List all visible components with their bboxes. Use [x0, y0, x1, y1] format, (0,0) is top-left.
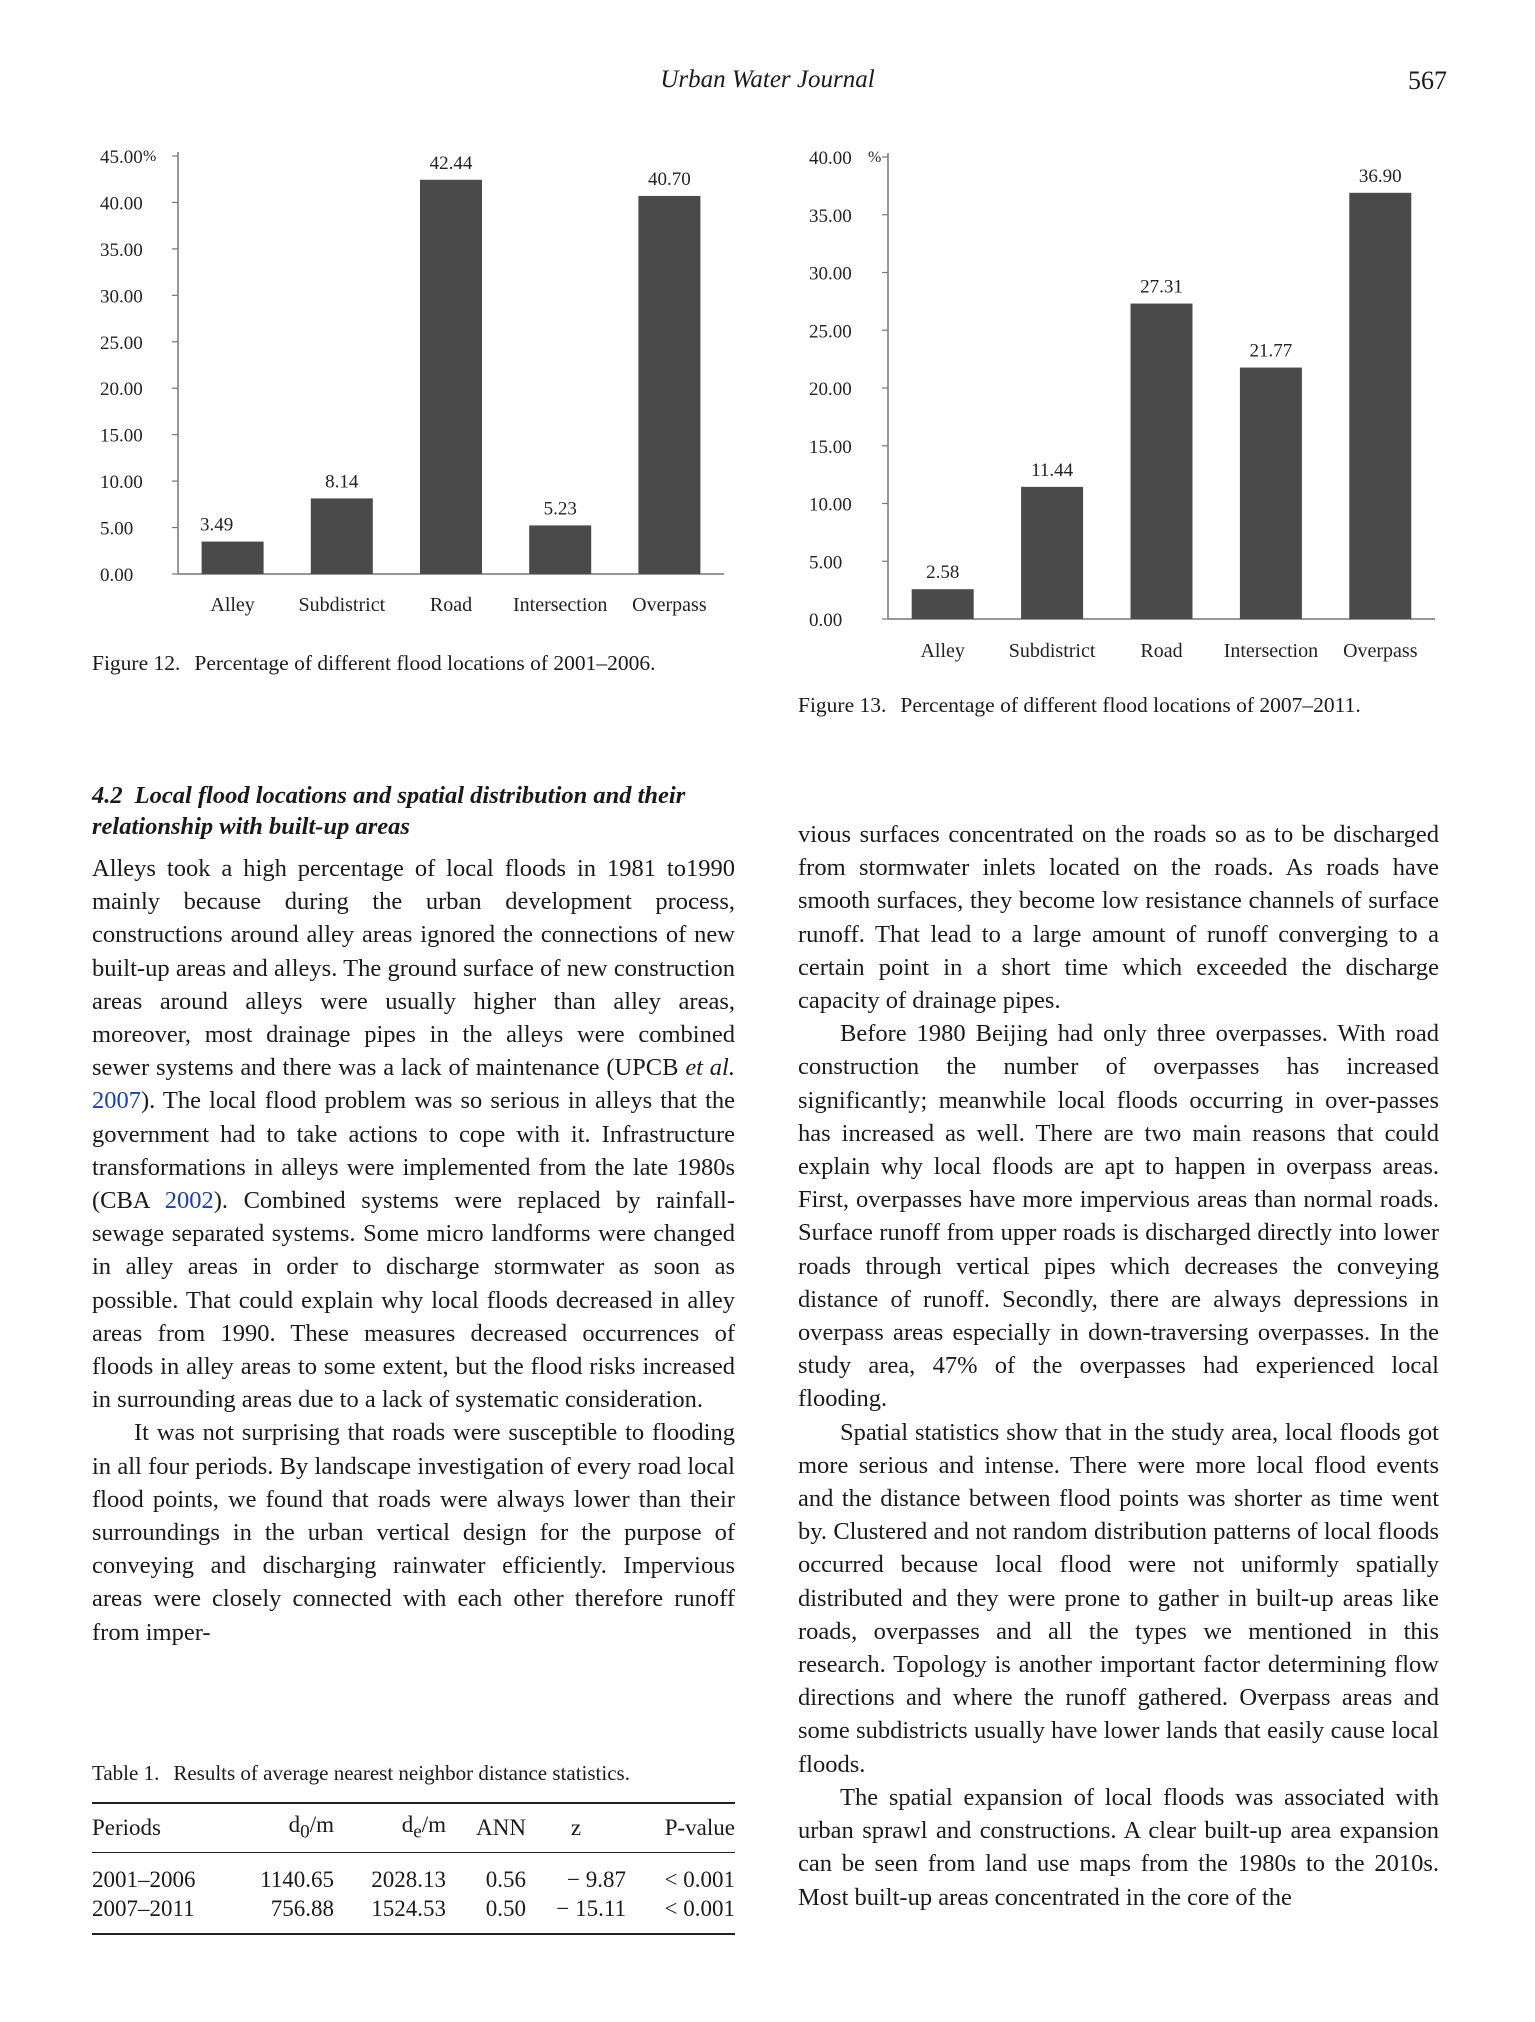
chart-bar — [420, 180, 482, 574]
x-category-label: Overpass — [1343, 640, 1418, 662]
header-de — [334, 1803, 446, 1853]
y-tick-label: 25.00 — [809, 321, 852, 343]
running-head-journal: Urban Water Journal — [660, 66, 875, 93]
left-p1-text-b: ). The local flood problem was so serious in alleys that the government had to take actions to cope with it. Infrastructure transformations in alleys were implemented from the late 1980s (CBA — [92, 1087, 735, 1215]
citation-cba-2002[interactable]: 2002 — [164, 1187, 214, 1215]
figure-12-bar-chart — [90, 140, 730, 630]
header-de-sub: e — [413, 1821, 422, 1843]
cell-p-value: < 0.001 — [664, 1895, 735, 1921]
section-title: Local flood locations and spatial distribution and their relationship with built-up areas — [92, 782, 686, 840]
y-tick-label: 10.00 — [100, 472, 143, 494]
y-tick-label: 40.00 — [100, 193, 143, 215]
table-header-row — [92, 1803, 735, 1853]
left-p1-text-a: Alleys took a high percentage of local floods in 1981 to1990 mainly because during the urban development process, constructions around alley areas ignored the connections of new built-up areas and alleys. The ground surface of new construction areas around alleys were usually higher than alley areas, moreover, most drainage pipes in the alleys were combined sewer systems and there was a lack of maintenance (UPCB — [92, 855, 735, 1082]
right-paragraph-2: Before 1980 Beijing had only three overpasses. With road construction the number of overpasses has increased significantly; meanwhile local floods occurring in over-passes has increased as well. There are two main reasons that could explain why local floods are apt to happen in overpass areas. First, overpasses have more impervious areas than normal roads. Surface runoff from upper roads is discharged directly into lower roads through vertical pipes which decreases the conveying distance of runoff. Secondly, there are always depressions in overpass areas especially in down-traversing overpasses. In the study area, 47% of the overpasses had experienced local flooding. — [798, 1020, 1439, 1413]
chart-bar — [1021, 487, 1083, 619]
cell-ann: 0.50 — [485, 1895, 526, 1921]
chart-bar — [912, 589, 974, 619]
bar-data-label: 27.31 — [1140, 276, 1183, 298]
right-column — [798, 818, 1439, 1914]
section-number: 4.2 — [92, 782, 123, 809]
y-tick-label: 15.00 — [100, 425, 143, 447]
y-tick-label: 10.00 — [809, 494, 852, 516]
chart-bar — [1240, 368, 1302, 619]
y-tick-label: 20.00 — [809, 379, 852, 400]
table-1-title: Results of average nearest neighbor distance statistics. — [173, 1761, 630, 1785]
right-paragraph-3: Spatial statistics show that in the study area, local floods got more serious and intense. There were more local flood events and the distance between flood points was shorter as time went by. Clustered and not random distribution patterns of local floods occurred because local flood were not uniformly spatially distributed and they were prone to gather in built-up areas like roads, overpasses and all the types we mentioned in this research. Topology is another important factor determining flow directions and where the runoff gathered. Overpass areas and some subdistricts usually have lower lands that easily cause local floods. — [798, 1418, 1439, 1778]
bar-data-label: 36.90 — [1358, 165, 1402, 187]
y-unit-label: % — [868, 149, 882, 166]
right-paragraph-1: vious surfaces concentrated on the roads so as to be discharged from stormwater inlets located on the roads. As roads have smooth surfaces, they become low resistance channels of surface runoff. That lead to a large amount of runoff converging to a certain point in a short time which exceeded the discharge capacity of drainage pipes. — [798, 821, 1439, 1015]
section-heading — [92, 780, 735, 842]
bar-data-label: 40.70 — [648, 168, 691, 190]
x-category-label: Road — [1140, 640, 1183, 662]
chart-bar — [202, 542, 264, 574]
right-paragraph-4: The spatial expansion of local floods was associated with urban sprawl and constructions. A clear built-up area expansion can be seen from land use maps from the 1980s to the 2010s. Most built-up areas concentrated in the core of the — [798, 1783, 1439, 1911]
y-tick-label: 35.00 — [100, 239, 143, 261]
header-d0-main: d — [288, 1812, 301, 1838]
cell-period: 2007–2011 — [92, 1895, 195, 1921]
header-z: z — [570, 1815, 582, 1840]
bar-data-label: 3.49 — [199, 514, 234, 536]
y-tick-label: 5.00 — [809, 552, 843, 574]
header-d0-unit: /m — [309, 1812, 334, 1838]
x-category-label: Road — [429, 594, 473, 616]
x-category-label: Alley — [920, 640, 965, 662]
y-tick-label: 0.00 — [100, 565, 134, 586]
x-category-label: Overpass — [632, 594, 707, 616]
cell-ann: 0.56 — [485, 1866, 526, 1892]
header-d0 — [222, 1803, 334, 1853]
cell-z: − 15.11 — [556, 1895, 626, 1921]
header-de-main: d — [401, 1812, 414, 1838]
chart-bar — [529, 525, 591, 574]
figure-13-caption — [798, 692, 1438, 718]
left-p1-etal: et al. — [685, 1054, 735, 1082]
figure-12-caption — [92, 650, 732, 676]
table-row — [92, 1853, 735, 1895]
figure-13-bar-chart — [795, 140, 1455, 670]
figure-13-label: Figure 13. — [798, 693, 887, 717]
header-p-value: P-value — [664, 1815, 735, 1840]
bar-data-label: 5.23 — [543, 498, 577, 520]
figure-12-chart — [90, 140, 730, 630]
cell-d0: 1140.65 — [260, 1866, 334, 1892]
nearest-neighbor-table — [92, 1802, 735, 1935]
x-category-label: Subdistrict — [1008, 640, 1096, 662]
y-tick-label: 25.00 — [100, 332, 143, 354]
table-1-label: Table 1. — [92, 1761, 160, 1785]
y-tick-label: 20.00 — [100, 379, 143, 401]
cell-z: − 9.87 — [567, 1866, 626, 1892]
y-tick-label: 5.00 — [100, 518, 134, 540]
cell-d0: 756.88 — [270, 1895, 334, 1921]
bar-data-label: 11.44 — [1031, 459, 1074, 481]
figure-13-chart — [795, 140, 1455, 670]
header-ann: ANN — [476, 1815, 526, 1840]
header-periods: Periods — [92, 1815, 161, 1840]
x-category-label: Intersection — [512, 594, 608, 616]
y-tick-label: 30.00 — [100, 286, 143, 308]
x-category-label: Intersection — [1223, 640, 1319, 662]
x-category-label: Alley — [210, 594, 255, 616]
bar-data-label: 42.44 — [429, 152, 473, 174]
cell-period: 2001–2006 — [92, 1866, 196, 1892]
bar-data-label: 8.14 — [325, 471, 359, 493]
figure-12-label: Figure 12. — [92, 651, 181, 675]
cell-p-value: < 0.001 — [664, 1866, 735, 1892]
y-tick-label: 45.00 — [100, 147, 143, 168]
cell-de: 2028.13 — [371, 1866, 446, 1892]
citation-upcb-2007[interactable]: 2007 — [92, 1087, 141, 1115]
figure-13-text: Percentage of different flood locations of 2007–2011. — [900, 693, 1361, 717]
y-tick-label: 40.00 — [809, 148, 852, 169]
left-paragraph-1 — [92, 852, 735, 1416]
left-p1-text-c: ). Combined systems were replaced by rainfall-sewage separated systems. Some micro landforms were changed in alley areas in order to discharge stormwater as soon as possible. That could explain why local floods decreased in alley areas from 1990. These measures decreased occurrences of floods in alley areas to some extent, but the flood risks increased in surrounding areas due to a lack of systematic consideration. — [92, 1187, 735, 1414]
y-tick-label: 0.00 — [809, 610, 843, 631]
page-number: 567 — [1408, 66, 1447, 95]
figure-12-text: Percentage of different flood locations of 2001–2006. — [194, 651, 656, 675]
header-de-unit: /m — [421, 1812, 446, 1838]
header-d0-sub: 0 — [300, 1821, 310, 1843]
chart-bar — [638, 196, 700, 574]
chart-bar — [1131, 304, 1193, 619]
left-paragraph-2: It was not surprising that roads were susceptible to flooding in all four periods. By landscape investigation of every road local flood points, we found that roads were always lower than their surroundings in the urban vertical design for the purpose of conveying and discharging rainwater efficiently. Impervious areas were closely connected with each other therefore runoff from imper- — [92, 1419, 735, 1646]
y-unit-label: % — [143, 148, 157, 165]
cell-de: 1524.53 — [371, 1895, 446, 1921]
y-tick-label: 35.00 — [809, 205, 852, 227]
bar-data-label: 21.77 — [1249, 340, 1293, 362]
x-category-label: Subdistrict — [298, 594, 386, 616]
y-tick-label: 30.00 — [809, 263, 852, 285]
table-1-caption — [92, 1760, 735, 1786]
left-column — [92, 852, 735, 1649]
table-row — [92, 1894, 735, 1934]
chart-bar — [311, 498, 373, 574]
chart-bar — [1349, 193, 1411, 619]
table-1 — [92, 1760, 735, 1935]
y-tick-label: 15.00 — [809, 436, 852, 458]
bar-data-label: 2.58 — [926, 562, 960, 584]
